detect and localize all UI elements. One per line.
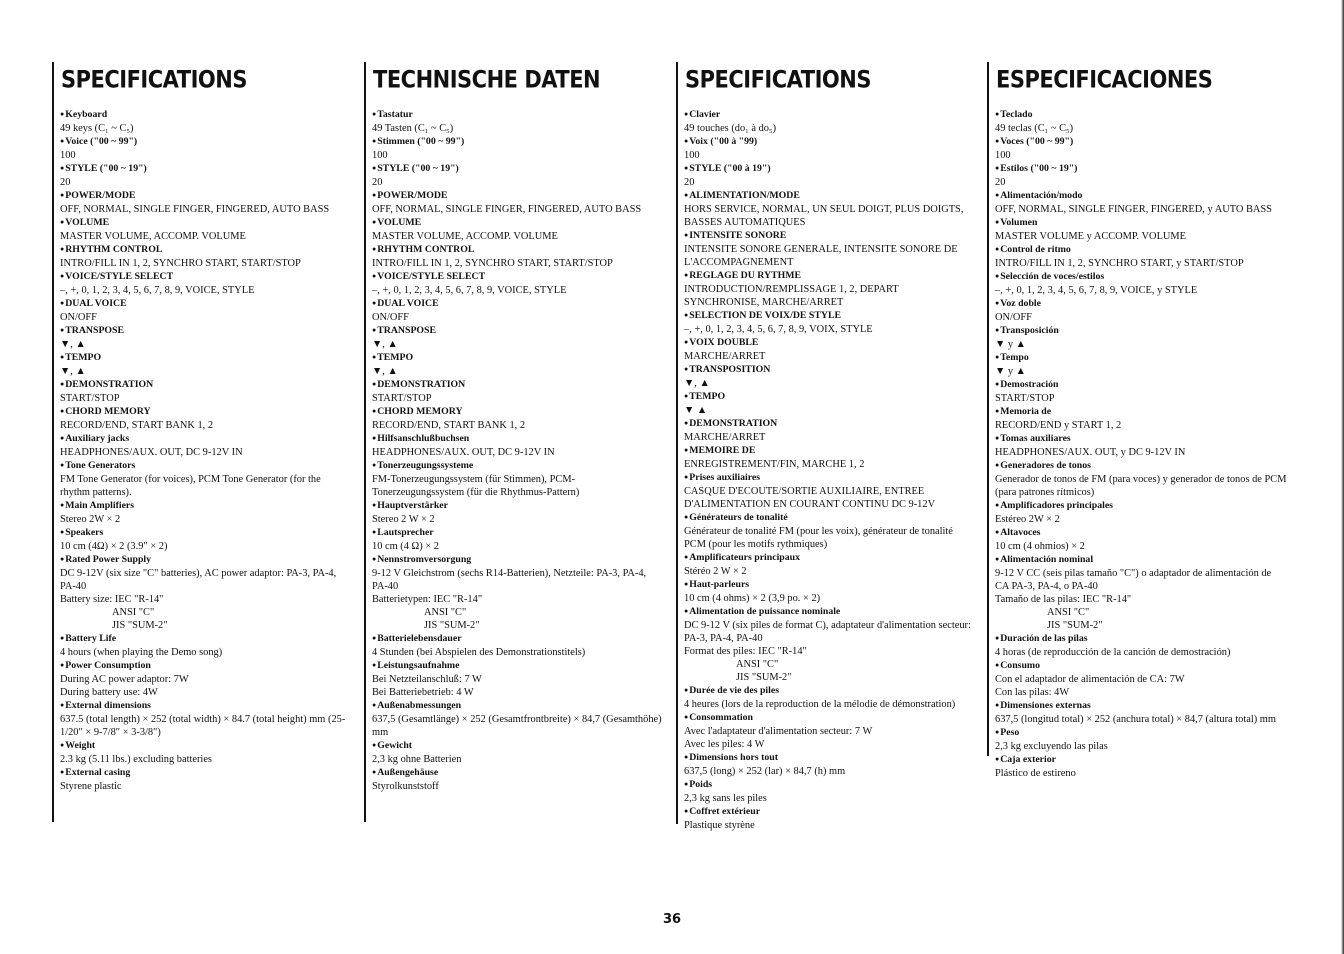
spec-value: ▼, ▲: [60, 366, 86, 377]
spec-heading: ● TRANSPOSITION: [684, 363, 976, 377]
page-number: 36: [662, 912, 682, 927]
spec-heading: ● TRANSPOSE: [60, 324, 352, 338]
spec-value: DC 9-12 V (six piles de format C), adaptateur d'alimentation secteur: PA-3, PA-4, PA-40 Format des piles: IEC "R-14" ANSI "C" JIS "SUM-2": [684, 620, 971, 683]
spec-value: ON/OFF: [995, 312, 1032, 323]
spec-value: 637,5 (longitud total) × 252 (anchura total) × 84,7 (altura total) mm: [995, 714, 1276, 725]
spec-heading: ● POWER/MODE: [60, 189, 352, 203]
spec-heading: ● Alimentación/modo: [995, 189, 1287, 203]
spec-heading: ● Außengehäuse: [372, 766, 664, 780]
spec-value: OFF, NORMAL, SINGLE FINGER, FINGERED, y AUTO BASS: [995, 204, 1272, 215]
column-english: [52, 62, 352, 793]
spec-value: ▼ y ▲: [995, 339, 1026, 350]
spec-value: 637,5 (long) × 252 (lar) × 84,7 (h) mm: [684, 766, 846, 777]
spec-heading: ● Tone Generators: [60, 459, 352, 473]
spec-heading: ● POWER/MODE: [372, 189, 664, 203]
spec-value: MARCHE/ARRET: [684, 351, 766, 362]
spec-value: MARCHE/ARRET: [684, 432, 766, 443]
spec-value: 20: [372, 177, 383, 188]
spec-heading: ● Speakers: [60, 526, 352, 540]
column-title: SPECIFICATIONS: [685, 65, 871, 94]
spec-value: 49 Tasten (C₁ ~ C₅): [372, 123, 454, 134]
spec-value: INTRO/FILL IN 1, 2, SYNCHRO START, START/STOP: [372, 258, 613, 269]
spec-heading: ● Dimensions hors tout: [684, 751, 976, 765]
spec-heading: ● VOLUME: [60, 216, 352, 230]
spec-heading: ● TEMPO: [60, 351, 352, 365]
spec-heading: ● Générateurs de tonalité: [684, 511, 976, 525]
spec-heading: ● Durée de vie des piles: [684, 684, 976, 698]
spec-list: [995, 108, 1290, 780]
spec-heading: ● Generadores de tonos: [995, 459, 1287, 473]
spec-value: Stereo 2 W × 2: [372, 514, 435, 525]
spec-heading: ● Control de ritmo: [995, 243, 1287, 257]
spec-heading: ● STYLE ("00 ~ 19"): [60, 162, 352, 176]
spec-heading: ● Hilfsanschlußbuchsen: [372, 432, 664, 446]
spec-value: Bei Netzteilanschluß: 7 W Bei Batteriebetrieb: 4 W: [372, 674, 482, 698]
spec-heading: ● Keyboard: [60, 108, 352, 122]
spec-heading: ● Tempo: [995, 351, 1287, 365]
spec-heading: ● Consumo: [995, 659, 1287, 673]
column-french: [676, 62, 976, 832]
spec-value: ▼ ▲: [684, 405, 708, 416]
column-title: TECHNISCHE DATEN: [373, 65, 601, 94]
spec-heading: ● Tastatur: [372, 108, 664, 122]
spec-value: 9-12 V Gleichstrom (sechs R14-Batterien), Netzteile: PA-3, PA-4, PA-40 Batterietypen: IEC "R-14" ANSI "C" JIS "SUM-2": [372, 568, 647, 631]
spec-heading: ● RHYTHM CONTROL: [60, 243, 352, 257]
column-rule: [52, 62, 54, 822]
spec-value: –, +, 0, 1, 2, 3, 4, 5, 6, 7, 8, 9, VOIX, STYLE: [684, 324, 873, 335]
spec-list: [60, 108, 352, 793]
spec-heading: ● TEMPO: [684, 390, 976, 404]
spec-value: MASTER VOLUME, ACCOMP. VOLUME: [372, 231, 558, 242]
spec-value: ON/OFF: [60, 312, 97, 323]
spec-heading: ● VOIX DOUBLE: [684, 336, 976, 350]
spec-heading: ● TRANSPOSE: [372, 324, 664, 338]
spec-value: 9-12 V CC (seis pilas tamaño "C") o adaptador de alimentación de CA PA-3, PA-4, o PA-40 Tamaño de las pilas: IEC "R-14" ANSI "C" JIS "SUM-2": [995, 568, 1272, 631]
spec-heading: ● Demostración: [995, 378, 1287, 392]
spec-value: 4 heures (lors de la reproduction de la mélodie de démonstration): [684, 699, 956, 710]
spec-heading: ● Leistungsaufnahme: [372, 659, 664, 673]
spec-heading: ● External dimensions: [60, 699, 352, 713]
spec-heading: ● Außenabmessungen: [372, 699, 664, 713]
spec-value: 2,3 kg excluyendo las pilas: [995, 741, 1108, 752]
spec-heading: ● Voix ("00 à "99): [684, 135, 976, 149]
spec-heading: ● STYLE ("00 à 19"): [684, 162, 976, 176]
spec-heading: ● External casing: [60, 766, 352, 780]
spec-value: HEADPHONES/AUX. OUT, DC 9-12V IN: [372, 447, 555, 458]
spec-heading: ● MEMOIRE DE: [684, 444, 976, 458]
spec-heading: ● STYLE ("00 ~ 19"): [372, 162, 664, 176]
spec-value: HEADPHONES/AUX. OUT, y DC 9-12V IN: [995, 447, 1186, 458]
spec-value: 10 cm (4Ω) × 2 (3.9″ × 2): [60, 541, 168, 552]
spec-heading: ● Voice ("00 ~ 99"): [60, 135, 352, 149]
spec-value: 49 touches (do₁ à do₅): [684, 123, 777, 134]
spec-value: 49 teclas (C₁ ~ C₅): [995, 123, 1074, 134]
spec-value: 20: [995, 177, 1006, 188]
spec-value: RECORD/END, START BANK 1, 2: [60, 420, 214, 431]
spec-value: ENREGISTREMENT/FIN, MARCHE 1, 2: [684, 459, 865, 470]
column-rule: [364, 62, 366, 822]
spec-value: ▼ y ▲: [995, 366, 1026, 377]
spec-value: Plastique styrène: [684, 820, 755, 831]
spec-value: Plástico de estireno: [995, 768, 1076, 779]
spec-value: RECORD/END y START 1, 2: [995, 420, 1122, 431]
spec-heading: ● Voz doble: [995, 297, 1287, 311]
spec-value: ▼, ▲: [60, 339, 86, 350]
spec-value: –, +, 0, 1, 2, 3, 4, 5, 6, 7, 8, 9, VOICE, STYLE: [372, 285, 567, 296]
spec-value: ▼, ▲: [372, 366, 398, 377]
spec-list: [372, 108, 664, 793]
spec-heading: ● Teclado: [995, 108, 1287, 122]
spec-value: OFF, NORMAL, SINGLE FINGER, FINGERED, AUTO BASS: [372, 204, 642, 215]
spec-value: 100: [60, 150, 76, 161]
spec-heading: ● DEMONSTRATION: [60, 378, 352, 392]
spec-heading: ● REGLAGE DU RYTHME: [684, 269, 976, 283]
spec-heading: ● Weight: [60, 739, 352, 753]
spec-value: INTRODUCTION/REMPLISSAGE 1, 2, DEPART SYNCHRONISE, MARCHE/ARRET: [684, 284, 902, 308]
spec-value: 10 cm (4 ohms) × 2 (3,9 po. × 2): [684, 593, 821, 604]
spec-value: FM Tone Generator (for voices), PCM Tone Generator (for the rhythm patterns).: [60, 474, 324, 498]
spec-heading: ● INTENSITE SONORE: [684, 229, 976, 243]
spec-heading: ● CHORD MEMORY: [60, 405, 352, 419]
spec-value: 20: [60, 177, 71, 188]
spec-heading: ● SELECTION DE VOIX/DE STYLE: [684, 309, 976, 323]
spec-value: Stereo 2W × 2: [60, 514, 121, 525]
spec-value: ON/OFF: [372, 312, 409, 323]
spec-heading: ● Amplificadores principales: [995, 499, 1287, 513]
spec-value: 2,3 kg sans les piles: [684, 793, 767, 804]
spec-heading: ● Power Consumption: [60, 659, 352, 673]
spec-heading: ● VOICE/STYLE SELECT: [60, 270, 352, 284]
spec-value: START/STOP: [995, 393, 1055, 404]
column-german: [364, 62, 664, 793]
spec-value: ▼, ▲: [372, 339, 398, 350]
spec-heading: ● Transposición: [995, 324, 1287, 338]
spec-value: INTRO/FILL IN 1, 2, SYNCHRO START, y START/STOP: [995, 258, 1244, 269]
spec-heading: ● Alimentación nominal: [995, 553, 1287, 567]
spec-heading: ● Auxiliary jacks: [60, 432, 352, 446]
spec-heading: ● Consommation: [684, 711, 976, 725]
spec-heading: ● CHORD MEMORY: [372, 405, 664, 419]
spec-heading: ● DUAL VOICE: [372, 297, 664, 311]
spec-heading: ● Altavoces: [995, 526, 1287, 540]
spec-value: FM-Tonerzeugungssystem (für Stimmen), PCM-Tonerzeugungssystem (für die Rhythmus-Pattern): [372, 474, 580, 498]
column-title: SPECIFICATIONS: [61, 65, 247, 94]
spec-value: 637.5 (total length) × 252 (total width) × 84.7 (total height) mm (25-1/20″ × 9-7/8″ × 3-3/8″): [60, 714, 346, 738]
spec-value: Avec l'adaptateur d'alimentation secteur: 7 W Avec les piles: 4 W: [684, 726, 873, 750]
spec-heading: ● Lautsprecher: [372, 526, 664, 540]
spec-heading: ● Amplificateurs principaux: [684, 551, 976, 565]
spec-heading: ● ALIMENTATION/MODE: [684, 189, 976, 203]
spec-value: INTENSITE SONORE GENERALE, INTENSITE SONORE DE L'ACCOMPAGNEMENT: [684, 244, 961, 268]
spec-value: Generador de tonos de FM (para voces) y generador de tonos de PCM (para patrones rítmicos): [995, 474, 1290, 498]
spec-value: 100: [684, 150, 700, 161]
column-title: ESPECIFICACIONES: [996, 65, 1213, 94]
spec-value: 4 Stunden (bei Abspielen des Demonstrationstitels): [372, 647, 586, 658]
spec-heading: ● Duración de las pilas: [995, 632, 1287, 646]
spec-heading: ● VOLUME: [372, 216, 664, 230]
spec-heading: ● Main Amplifiers: [60, 499, 352, 513]
spec-value: 100: [995, 150, 1011, 161]
spec-heading: ● DUAL VOICE: [60, 297, 352, 311]
spec-value: INTRO/FILL IN 1, 2, SYNCHRO START, START/STOP: [60, 258, 301, 269]
spec-heading: ● Gewicht: [372, 739, 664, 753]
spec-heading: ● Clavier: [684, 108, 976, 122]
spec-value: MASTER VOLUME, ACCOMP. VOLUME: [60, 231, 246, 242]
spec-heading: ● Estilos ("00 ~ 19"): [995, 162, 1287, 176]
column-rule: [676, 62, 678, 824]
spec-value: Estéreo 2W × 2: [995, 514, 1060, 525]
column-rule: [987, 62, 989, 756]
spec-value: 10 cm (4 Ω) × 2: [372, 541, 439, 552]
spec-list: [684, 108, 976, 832]
spec-heading: ● Selección de voces/estilos: [995, 270, 1287, 284]
spec-value: 4 horas (de reproducción de la canción de demostración): [995, 647, 1231, 658]
spec-value: During AC power adaptor: 7W During battery use: 4W: [60, 674, 189, 698]
spec-heading: ● Stimmen ("00 ~ 99"): [372, 135, 664, 149]
spec-value: Con el adaptador de alimentación de CA: 7W Con las pilas: 4W: [995, 674, 1185, 698]
spec-heading: ● RHYTHM CONTROL: [372, 243, 664, 257]
spec-heading: ● Rated Power Supply: [60, 553, 352, 567]
spec-heading: ● DEMONSTRATION: [684, 417, 976, 431]
spec-value: RECORD/END, START BANK 1, 2: [372, 420, 526, 431]
spec-heading: ● VOICE/STYLE SELECT: [372, 270, 664, 284]
spec-value: OFF, NORMAL, SINGLE FINGER, FINGERED, AUTO BASS: [60, 204, 330, 215]
spec-value: CASQUE D'ECOUTE/SORTIE AUXILIAIRE, ENTREE D'ALIMENTATION EN COURANT CONTINU DC 9-12V: [684, 486, 936, 510]
spec-value: 2.3 kg (5.11 lbs.) excluding batteries: [60, 754, 212, 765]
column-spanish: [987, 62, 1290, 780]
spec-heading: ● Caja exterior: [995, 753, 1287, 767]
spec-value: ▼, ▲: [684, 378, 710, 389]
spec-value: –, +, 0, 1, 2, 3, 4, 5, 6, 7, 8, 9, VOICE, y STYLE: [995, 285, 1198, 296]
spec-value: START/STOP: [60, 393, 120, 404]
spec-heading: ● Tonerzeugungssysteme: [372, 459, 664, 473]
spec-heading: ● Voces ("00 ~ 99"): [995, 135, 1287, 149]
spec-heading: ● DEMONSTRATION: [372, 378, 664, 392]
spec-heading: ● Poids: [684, 778, 976, 792]
spec-heading: ● Alimentation de puissance nominale: [684, 605, 976, 619]
spec-heading: ● Haut-parleurs: [684, 578, 976, 592]
spec-value: 10 cm (4 ohmios) × 2: [995, 541, 1085, 552]
spec-value: Styrolkunststoff: [372, 781, 439, 792]
spec-value: 49 keys (C₁ ~ C₅): [60, 123, 134, 134]
spec-value: HORS SERVICE, NORMAL, UN SEUL DOIGT, PLUS DOIGTS, BASSES AUTOMATIQUES: [684, 204, 967, 228]
spec-heading: ● Memoria de: [995, 405, 1287, 419]
spec-value: 100: [372, 150, 388, 161]
spec-value: HEADPHONES/AUX. OUT, DC 9-12V IN: [60, 447, 243, 458]
spec-value: MASTER VOLUME y ACCOMP. VOLUME: [995, 231, 1187, 242]
spec-value: 2,3 kg ohne Batterien: [372, 754, 462, 765]
spec-value: DC 9-12V (six size "C" batteries), AC power adaptor: PA-3, PA-4, PA-40 Battery size: IEC "R-14" ANSI "C" JIS "SUM-2": [60, 568, 337, 631]
spec-value: Styrene plastic: [60, 781, 122, 792]
spec-value: 20: [684, 177, 695, 188]
spec-value: –, +, 0, 1, 2, 3, 4, 5, 6, 7, 8, 9, VOICE, STYLE: [60, 285, 255, 296]
spec-heading: ● Dimensiones externas: [995, 699, 1287, 713]
spec-value: 4 hours (when playing the Demo song): [60, 647, 223, 658]
spec-heading: ● Hauptverstärker: [372, 499, 664, 513]
spec-heading: ● Tomas auxiliares: [995, 432, 1287, 446]
spec-heading: ● Batterielebensdauer: [372, 632, 664, 646]
spec-heading: ● TEMPO: [372, 351, 664, 365]
spec-value: 637,5 (Gesamtlänge) × 252 (Gesamtfrontbreite) × 84,7 (Gesamthöhe) mm: [372, 714, 665, 738]
spec-heading: ● Battery Life: [60, 632, 352, 646]
spec-heading: ● Volumen: [995, 216, 1287, 230]
spec-heading: ● Nennstromversorgung: [372, 553, 664, 567]
spec-heading: ● Prises auxiliaires: [684, 471, 976, 485]
spec-value: Générateur de tonalité FM (pour les voix), générateur de tonalité PCM (pour les motifs rythmiques): [684, 526, 956, 550]
spec-heading: ● Peso: [995, 726, 1287, 740]
spec-heading: ● Coffret extérieur: [684, 805, 976, 819]
spec-value: Stéréo 2 W × 2: [684, 566, 747, 577]
spec-value: START/STOP: [372, 393, 432, 404]
